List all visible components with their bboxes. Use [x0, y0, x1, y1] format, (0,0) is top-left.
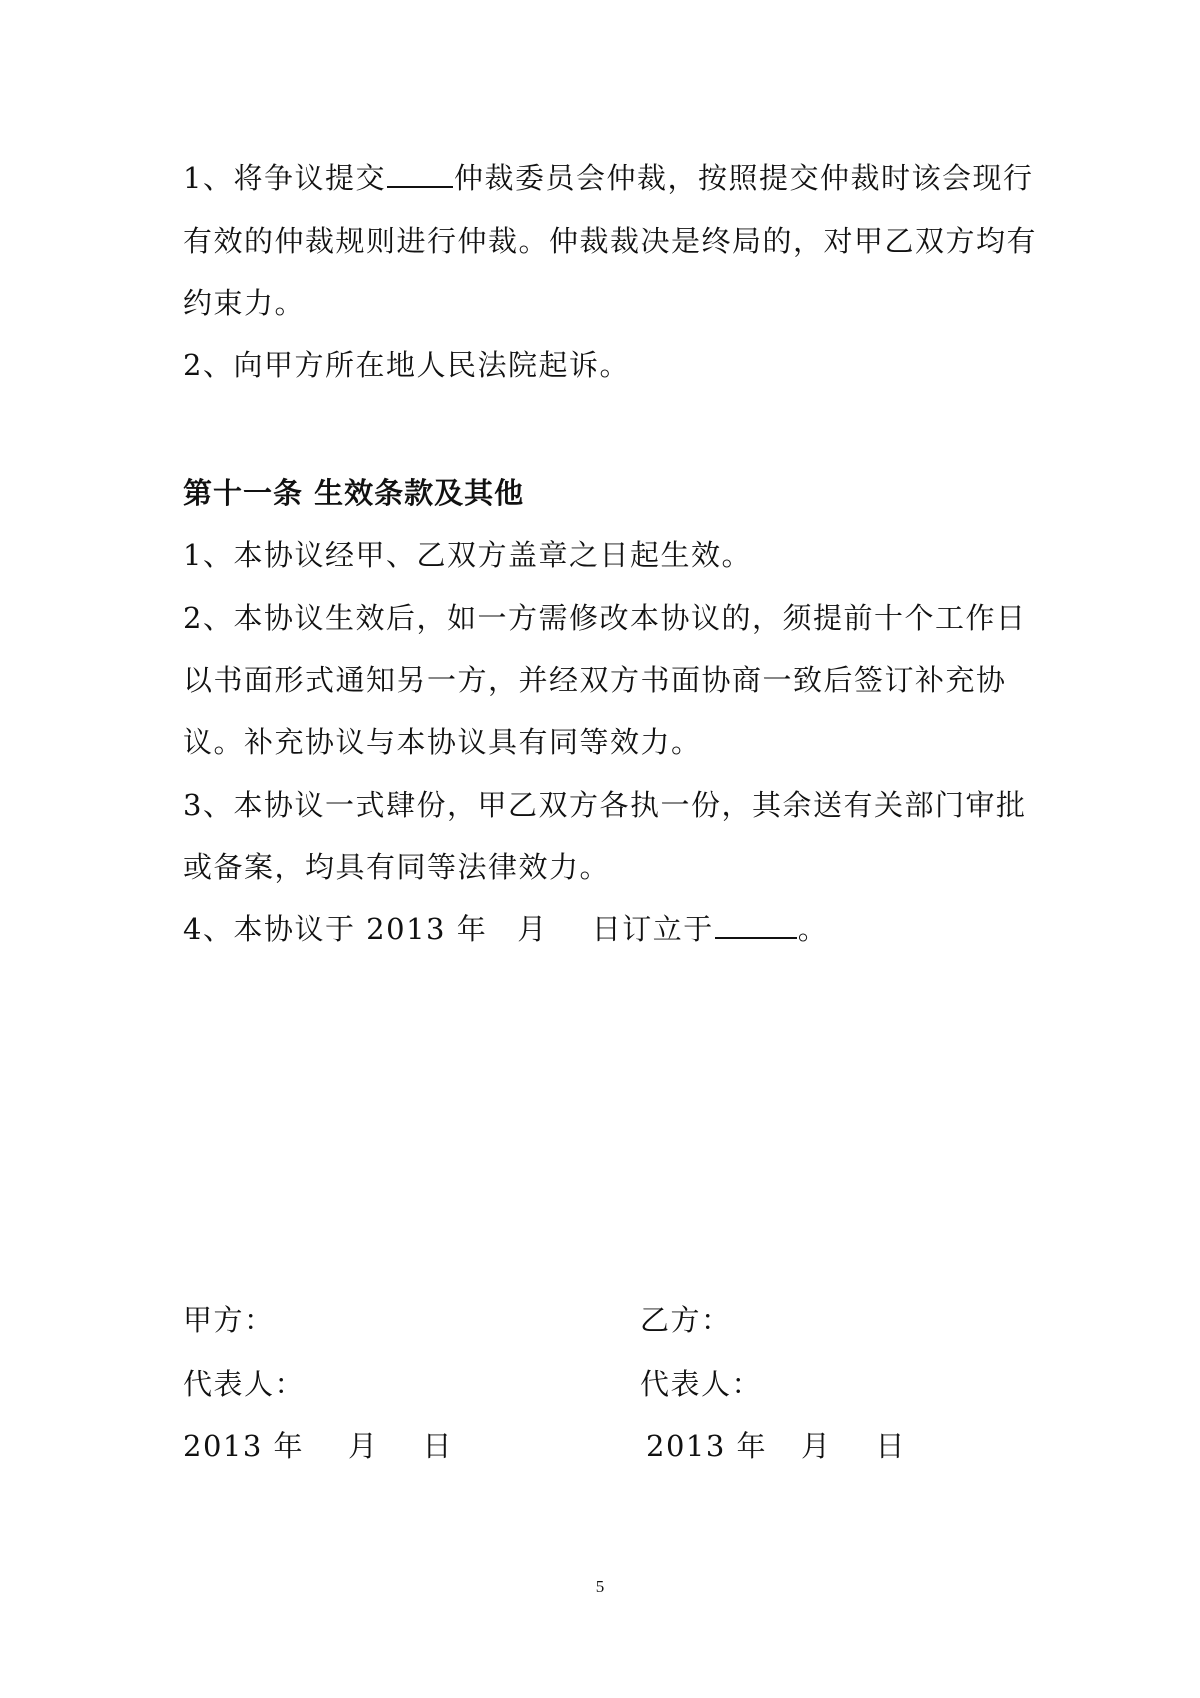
article-11-item-4-text-b: 日订立于: [591, 912, 714, 946]
article-11-heading: 第十一条 生效条款及其他: [183, 476, 525, 510]
arbitration-item-2: 2、向甲方所在地人民法院起诉。: [183, 348, 630, 382]
article-11-item-4-text-end: 。: [797, 912, 829, 946]
article-11-item-2-line-2: 以书面形式通知另一方，并经双方书面协商一致后签订补充协: [183, 663, 1007, 697]
article-11-item-4: [183, 909, 828, 949]
arbitration-item-1-text-b: 仲裁委员会仲裁，按照提交仲裁时该会现行: [453, 161, 1034, 195]
article-11-item-2-line-3: 议。补充协议与本协议具有同等效力。: [183, 725, 702, 759]
party-a-date-year: 2013 年: [183, 1429, 305, 1463]
party-a-date-month: 月: [348, 1429, 379, 1463]
party-b-date: [646, 1426, 906, 1466]
party-b-date-day: 日: [875, 1429, 907, 1463]
article-11-item-4-month: 月: [517, 912, 548, 946]
article-11-item-2-line-1: 2、本协议生效后，如一方需修改本协议的，须提前十个工作日: [183, 601, 1027, 635]
article-11-item-3-line-2: 或备案，均具有同等法律效力。: [183, 850, 611, 884]
arbitration-item-1-line-1: [183, 158, 1033, 198]
article-11-item-1: 1、本协议经甲、乙双方盖章之日起生效。: [183, 538, 752, 572]
arbitration-commission-blank: [387, 158, 453, 188]
arbitration-item-1-line-3: 约束力。: [183, 286, 306, 320]
party-a-representative-label: 代表人：: [183, 1367, 306, 1401]
party-b-representative-label: 代表人：: [640, 1367, 763, 1401]
party-b-date-year: 2013 年: [646, 1429, 768, 1463]
arbitration-item-1-line-2: 有效的仲裁规则进行仲裁。仲裁裁决是终局的，对甲乙双方均有: [183, 224, 1038, 258]
article-11-item-3-line-1: 3、本协议一式肆份，甲乙双方各执一份，其余送有关部门审批: [183, 788, 1027, 822]
party-a-label: 甲方：: [183, 1303, 275, 1337]
page-number: 5: [595, 1577, 605, 1596]
signing-place-blank: [715, 909, 797, 939]
party-a-date-day: 日: [422, 1429, 454, 1463]
article-11-item-4-text-a: 4、本协议于 2013 年: [183, 912, 488, 946]
party-b-label: 乙方：: [640, 1303, 732, 1337]
party-a-date: [183, 1426, 453, 1466]
party-b-date-month: 月: [801, 1429, 832, 1463]
arbitration-item-1-text-a: 1、将争议提交: [183, 161, 386, 195]
